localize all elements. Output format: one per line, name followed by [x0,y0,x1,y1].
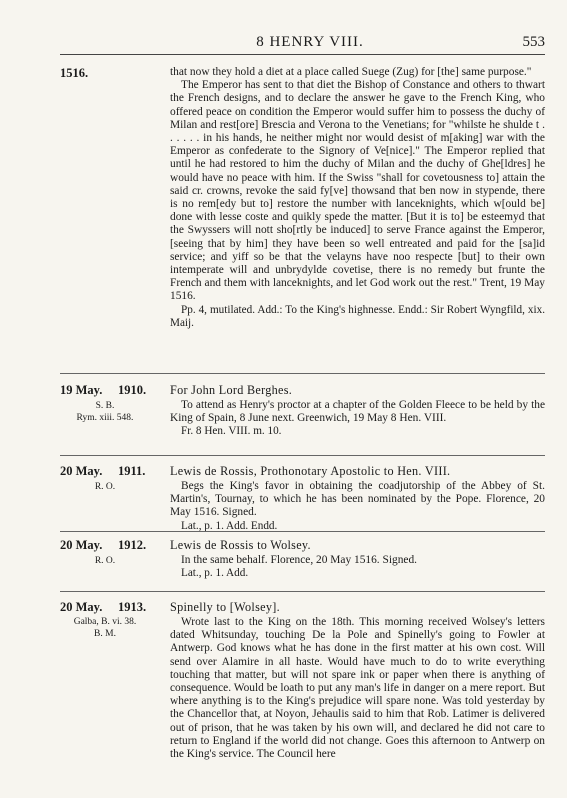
continuation-note: Pp. 4, mutilated. Add.: To the King's highnesse. Endd.: Sir Robert Wyngfild, xix. Maij. [170,303,545,329]
entry-text [170,399,545,438]
entry-date: 20 May. [60,464,103,478]
source-line: B. M. [94,629,116,639]
entry-body: Wrote last to the King on the 18th. This morning received Wolsey's letters dated Whitsunday, touching De la Pole and Spinelly's going to Fowler at Antwerp. God knows what he has done in the first matter at his own cost. Will send over Alamire in all haste. Would have much to do to write everything touching that matter, but will not spare ink or paper when there is anything of consequence. Would be loath to put any man's life in danger on a mere report. But where anything is to the King's prejudice will spare none. Was told yesterday by the Chancellor that, at Noyon, Jehaulis said to him that Rob. Latimer is delivered out of prison, that he was taken by his own will, and declared he did not care to return to England if the world did not change. Goes this afternoon to Antwerp on the King's service. The Council here [170,616,545,761]
entry-source [60,555,150,567]
entry-divider [60,531,545,532]
entry-heading: Lewis de Rossis to Wolsey. [170,538,311,552]
entry-note: Lat., p. 1. Add. [181,567,249,580]
entry-note: Fr. 8 Hen. VIII. m. 10. [181,425,282,438]
entry-body: In the same behalf. Florence, 20 May 1516. Signed. [181,554,417,566]
entry-heading: Spinelly to [Wolsey]. [170,600,280,614]
page-number: 553 [522,34,545,50]
entry-heading: For John Lord Berghes. [170,383,293,397]
running-title: 8 HENRY VIII. [256,34,364,50]
entry-date: 20 May. [60,600,103,614]
entry-text [170,480,545,533]
entry-number: 1912. [118,538,147,552]
entry-body: To attend as Henry's proctor at a chapter of the Golden Fleece to be held by the King of Spain, 8 June next. Greenwich, 19 May 8 Hen. VIII. [170,399,545,425]
entry-divider [60,455,545,456]
entry-note: Lat., p. 1. Add. Endd. [181,519,278,532]
source-line: S. B. [95,401,115,411]
year-marker: 1516. [60,66,89,80]
entry-date: 20 May. [60,538,103,552]
continuation-paragraph: that now they hold a diet at a place called Suege (Zug) for [the] same purpose." [170,66,532,78]
source-line: Rym. xiii. 548. [76,413,134,423]
entry-number: 1913. [118,600,147,614]
continuation-paragraph: The Emperor has sent to that diet the Bishop of Constance and others to thwart the French designs, and to declare the answer he gave to the French King, who offered peace on condition the Emperor would suffer him to possess the duchy of Milan and rest[ore] Brescia and Verona to the Venetians; for "whilste he shulde t . . . . . . in his hands, he neither might nor would desist of m[aking] war with the Emperor as confederate to the Signory of Ve[nice]." The Emperor replied that until he had restored to him the duchy of Milan and the duchy of Ghe[ldres] he would have no peace with him. If the Swiss "shall for covetousness to] attain the said cr. crowns, revoke the said fy[ve] thowsand that ben now in stypende, there is no rem[edy but to] restore the number with lanceknights, which w[ould be] done with lesse coste and quikly spede the matter. [But it is to] be esteemyd that the Swyssers will nott sho[rtly be induced] to serve France against the Emperor, [seeing that by him] they have been so well entreated and paid for the [sa]id service; and yiff so be that the velayns have noo respecte [but] to their own intemperate will and unbrydylde covetise, there is no remedy but frunte the French and them with lanceknights, and let God work out the rest." Trent, 19 May 1516. [170,79,545,303]
source-line: R. O. [94,482,116,492]
entry-source [60,400,150,424]
continuation-text [170,66,545,330]
entry-number: 1911. [118,464,146,478]
entry-text [170,554,545,580]
entry-heading: Lewis de Rossis, Prothonotary Apostolic to Hen. VIII. [170,464,451,478]
entry-body: Begs the King's favor in obtaining the coadjutorship of the Abbey of St. Martin's, Tournay, to which he has been nominated by the Pope. Florence, 20 May 1516. Signed. [170,480,545,519]
entry-divider [60,591,545,592]
source-line: R. O. [94,556,116,566]
entry-text [170,616,545,761]
source-line: Galba, B. vi. 38. [73,617,137,627]
entry-number: 1910. [118,383,147,397]
entry-date: 19 May. [60,383,103,397]
entry-source [60,481,150,493]
header-rule [60,54,545,55]
entry-source [60,616,150,640]
entry-divider [60,373,545,374]
